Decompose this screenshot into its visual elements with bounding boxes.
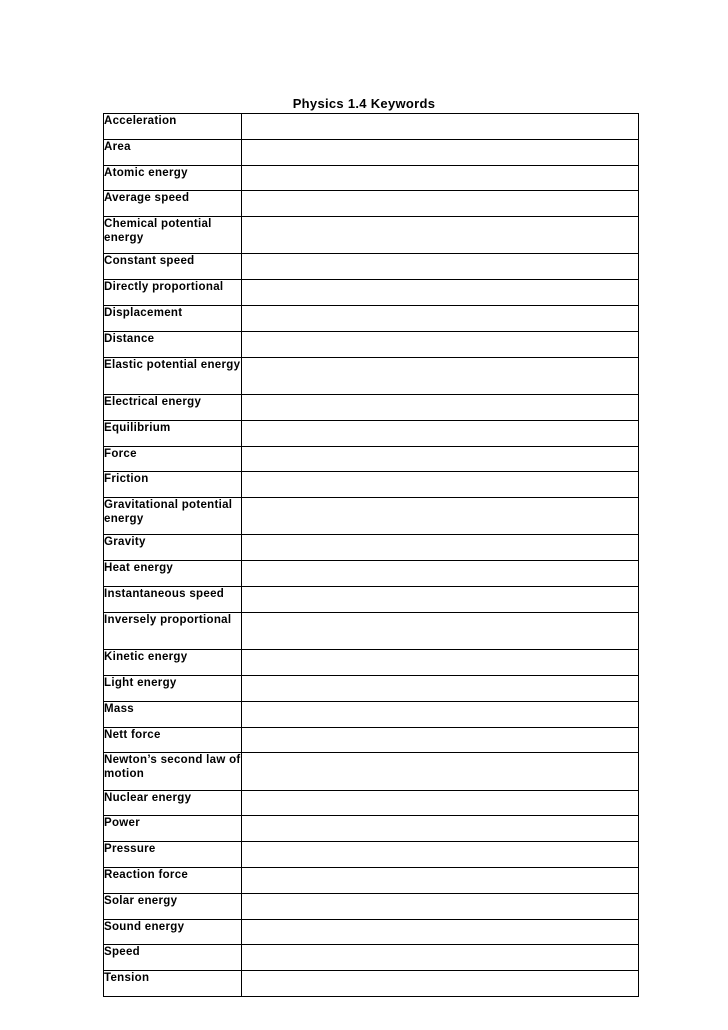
keyword-term: Chemical potential energy bbox=[104, 217, 242, 254]
table-row bbox=[104, 280, 639, 306]
keyword-term: Tension bbox=[104, 971, 242, 997]
definition-cell[interactable] bbox=[242, 893, 639, 919]
definition-cell[interactable] bbox=[242, 306, 639, 332]
definition-cell[interactable] bbox=[242, 675, 639, 701]
keyword-term: Gravity bbox=[104, 535, 242, 561]
definition-cell[interactable] bbox=[242, 919, 639, 945]
keyword-term: Light energy bbox=[104, 675, 242, 701]
keyword-term: Heat energy bbox=[104, 561, 242, 587]
keyword-term: Displacement bbox=[104, 306, 242, 332]
definition-cell[interactable] bbox=[242, 394, 639, 420]
keyword-term: Newton’s second law of motion bbox=[104, 753, 242, 790]
keywords-table-body bbox=[104, 114, 639, 997]
table-row bbox=[104, 753, 639, 790]
table-row bbox=[104, 945, 639, 971]
definition-cell[interactable] bbox=[242, 816, 639, 842]
table-row bbox=[104, 306, 639, 332]
table-row bbox=[104, 727, 639, 753]
definition-cell[interactable] bbox=[242, 331, 639, 357]
page-title: Physics 1.4 Keywords bbox=[292, 96, 436, 111]
definition-cell[interactable] bbox=[242, 790, 639, 816]
keyword-term: Mass bbox=[104, 701, 242, 727]
keyword-term: Reaction force bbox=[104, 868, 242, 894]
definition-cell[interactable] bbox=[242, 561, 639, 587]
definition-cell[interactable] bbox=[242, 139, 639, 165]
keyword-term: Instantaneous speed bbox=[104, 587, 242, 613]
definition-cell[interactable] bbox=[242, 727, 639, 753]
table-row bbox=[104, 498, 639, 535]
definition-cell[interactable] bbox=[242, 165, 639, 191]
table-row bbox=[104, 701, 639, 727]
table-row bbox=[104, 254, 639, 280]
table-row bbox=[104, 165, 639, 191]
keyword-term: Average speed bbox=[104, 191, 242, 217]
keyword-term: Solar energy bbox=[104, 893, 242, 919]
definition-cell[interactable] bbox=[242, 842, 639, 868]
keyword-term: Directly proportional bbox=[104, 280, 242, 306]
definition-cell[interactable] bbox=[242, 217, 639, 254]
definition-cell[interactable] bbox=[242, 191, 639, 217]
table-row bbox=[104, 561, 639, 587]
table-row bbox=[104, 893, 639, 919]
definition-cell[interactable] bbox=[242, 498, 639, 535]
keyword-term: Friction bbox=[104, 472, 242, 498]
keywords-table bbox=[103, 113, 639, 997]
definition-cell[interactable] bbox=[242, 701, 639, 727]
definition-cell[interactable] bbox=[242, 971, 639, 997]
definition-cell[interactable] bbox=[242, 868, 639, 894]
table-row bbox=[104, 868, 639, 894]
definition-cell[interactable] bbox=[242, 535, 639, 561]
keyword-term: Force bbox=[104, 446, 242, 472]
table-row bbox=[104, 816, 639, 842]
keyword-term: Constant speed bbox=[104, 254, 242, 280]
keyword-term: Atomic energy bbox=[104, 165, 242, 191]
table-row bbox=[104, 446, 639, 472]
definition-cell[interactable] bbox=[242, 945, 639, 971]
table-row bbox=[104, 394, 639, 420]
keyword-term: Speed bbox=[104, 945, 242, 971]
definition-cell[interactable] bbox=[242, 254, 639, 280]
keyword-term: Kinetic energy bbox=[104, 650, 242, 676]
table-row bbox=[104, 420, 639, 446]
table-row bbox=[104, 191, 639, 217]
table-row bbox=[104, 331, 639, 357]
keyword-term: Distance bbox=[104, 331, 242, 357]
table-row bbox=[104, 139, 639, 165]
definition-cell[interactable] bbox=[242, 472, 639, 498]
table-row bbox=[104, 217, 639, 254]
table-row bbox=[104, 919, 639, 945]
keyword-term: Electrical energy bbox=[104, 394, 242, 420]
definition-cell[interactable] bbox=[242, 357, 639, 394]
definition-cell[interactable] bbox=[242, 446, 639, 472]
keyword-term: Acceleration bbox=[104, 114, 242, 140]
keyword-term: Inversely proportional bbox=[104, 612, 242, 649]
keyword-term: Nett force bbox=[104, 727, 242, 753]
definition-cell[interactable] bbox=[242, 280, 639, 306]
definition-cell[interactable] bbox=[242, 753, 639, 790]
definition-cell[interactable] bbox=[242, 420, 639, 446]
definition-cell[interactable] bbox=[242, 612, 639, 649]
table-row bbox=[104, 535, 639, 561]
table-row bbox=[104, 587, 639, 613]
table-row bbox=[104, 842, 639, 868]
table-row bbox=[104, 971, 639, 997]
table-row bbox=[104, 790, 639, 816]
table-row bbox=[104, 114, 639, 140]
keyword-term: Area bbox=[104, 139, 242, 165]
keyword-term: Power bbox=[104, 816, 242, 842]
keyword-term: Gravitational potential energy bbox=[104, 498, 242, 535]
table-row bbox=[104, 675, 639, 701]
definition-cell[interactable] bbox=[242, 114, 639, 140]
definition-cell[interactable] bbox=[242, 587, 639, 613]
definition-cell[interactable] bbox=[242, 650, 639, 676]
keyword-term: Elastic potential energy bbox=[104, 357, 242, 394]
table-row bbox=[104, 612, 639, 649]
table-row bbox=[104, 650, 639, 676]
keyword-term: Nuclear energy bbox=[104, 790, 242, 816]
keyword-term: Pressure bbox=[104, 842, 242, 868]
keyword-term: Equilibrium bbox=[104, 420, 242, 446]
table-row bbox=[104, 472, 639, 498]
table-row bbox=[104, 357, 639, 394]
keyword-term: Sound energy bbox=[104, 919, 242, 945]
